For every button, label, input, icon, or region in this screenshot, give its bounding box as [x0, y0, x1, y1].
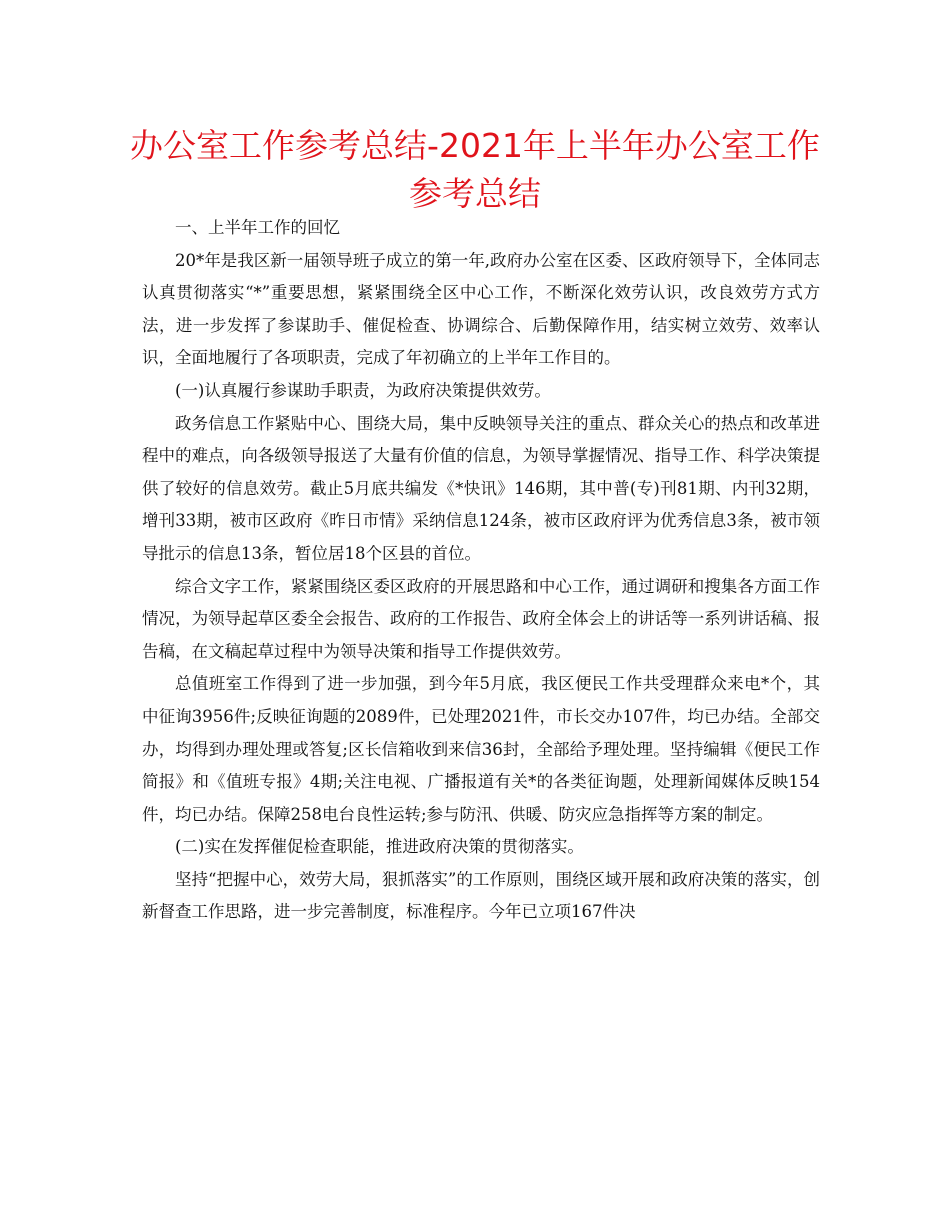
paragraph-duty-office: 总值班室工作得到了进一步加强，到今年5月底，我区便民工作共受理群众来电*个，其中征询3956件;反映征询题的2089件，已处理2021件，市长交办107件，均已办结。全部交办，均得到办理处理或答复;区长信箱收到来信36封，全部给予理处理。坚持编辑《便民工作简报》和《值班专报》4期;关注电视、广播报道有关*的各类征询题，处理新闻媒体反映154件，均已办结。保障258电台良性运转;参与防汛、供暖、防灾应急指挥等方案的制定。: [142, 674, 820, 824]
paragraph-supervision: 坚持“把握中心，效劳大局，狠抓落实”的工作原则，围绕区域开展和政府决策的落实，创新督查工作思路，进一步完善制度，标准程序。今年已立项167件决: [142, 869, 820, 922]
document-body: [142, 212, 820, 929]
paragraph-information-work: 政务信息工作紧贴中心、围绕大局，集中反映领导关注的重点、群众关心的热点和改革进程中的难点，向各级领导报送了大量有价值的信息，为领导掌握情况、指导工作、科学决策提供了较好的信息效劳。截止5月底共编发《*快讯》146期，其中普(专)刊81期、内刊32期，增刊33期，被市区政府《昨日市情》采纳信息124条，被市区政府评为优秀信息3条，被市领导批示的信息13条，暂位居18个区县的首位。: [142, 413, 820, 563]
subsection-heading-supervision: (二)实在发挥催促检查职能，推进政府决策的贯彻落实。: [175, 837, 584, 857]
subsection-heading-advisory: (一)认真履行参谋助手职责，为政府决策提供效劳。: [175, 380, 551, 400]
document-title: 办公室工作参考总结-2021年上半年办公室工作参考总结: [130, 126, 820, 213]
paragraph-writing-work: 综合文字工作，紧紧围绕区委区政府的开展思路和中心工作，通过调研和搜集各方面工作情况，为领导起草区委全会报告、政府的工作报告、政府全体会上的讲话等一系列讲话稿、报告稿，在文稿起草过程中为领导决策和指导工作提供效劳。: [142, 576, 820, 661]
section-heading-review: 一、上半年工作的回忆: [175, 218, 340, 237]
paragraph-overview: 20*年是我区新一届领导班子成立的第一年,政府办公室在区委、区政府领导下，全体同志认真贯彻落实“*”重要思想，紧紧围绕全区中心工作，不断深化效劳认识，改良效劳方式方法，进一步发挥了参谋助手、催促检查、协调综合、后勤保障作用，结实树立效劳、效率认识，全面地履行了各项职责，完成了年初确立的上半年工作目的。: [142, 250, 820, 368]
